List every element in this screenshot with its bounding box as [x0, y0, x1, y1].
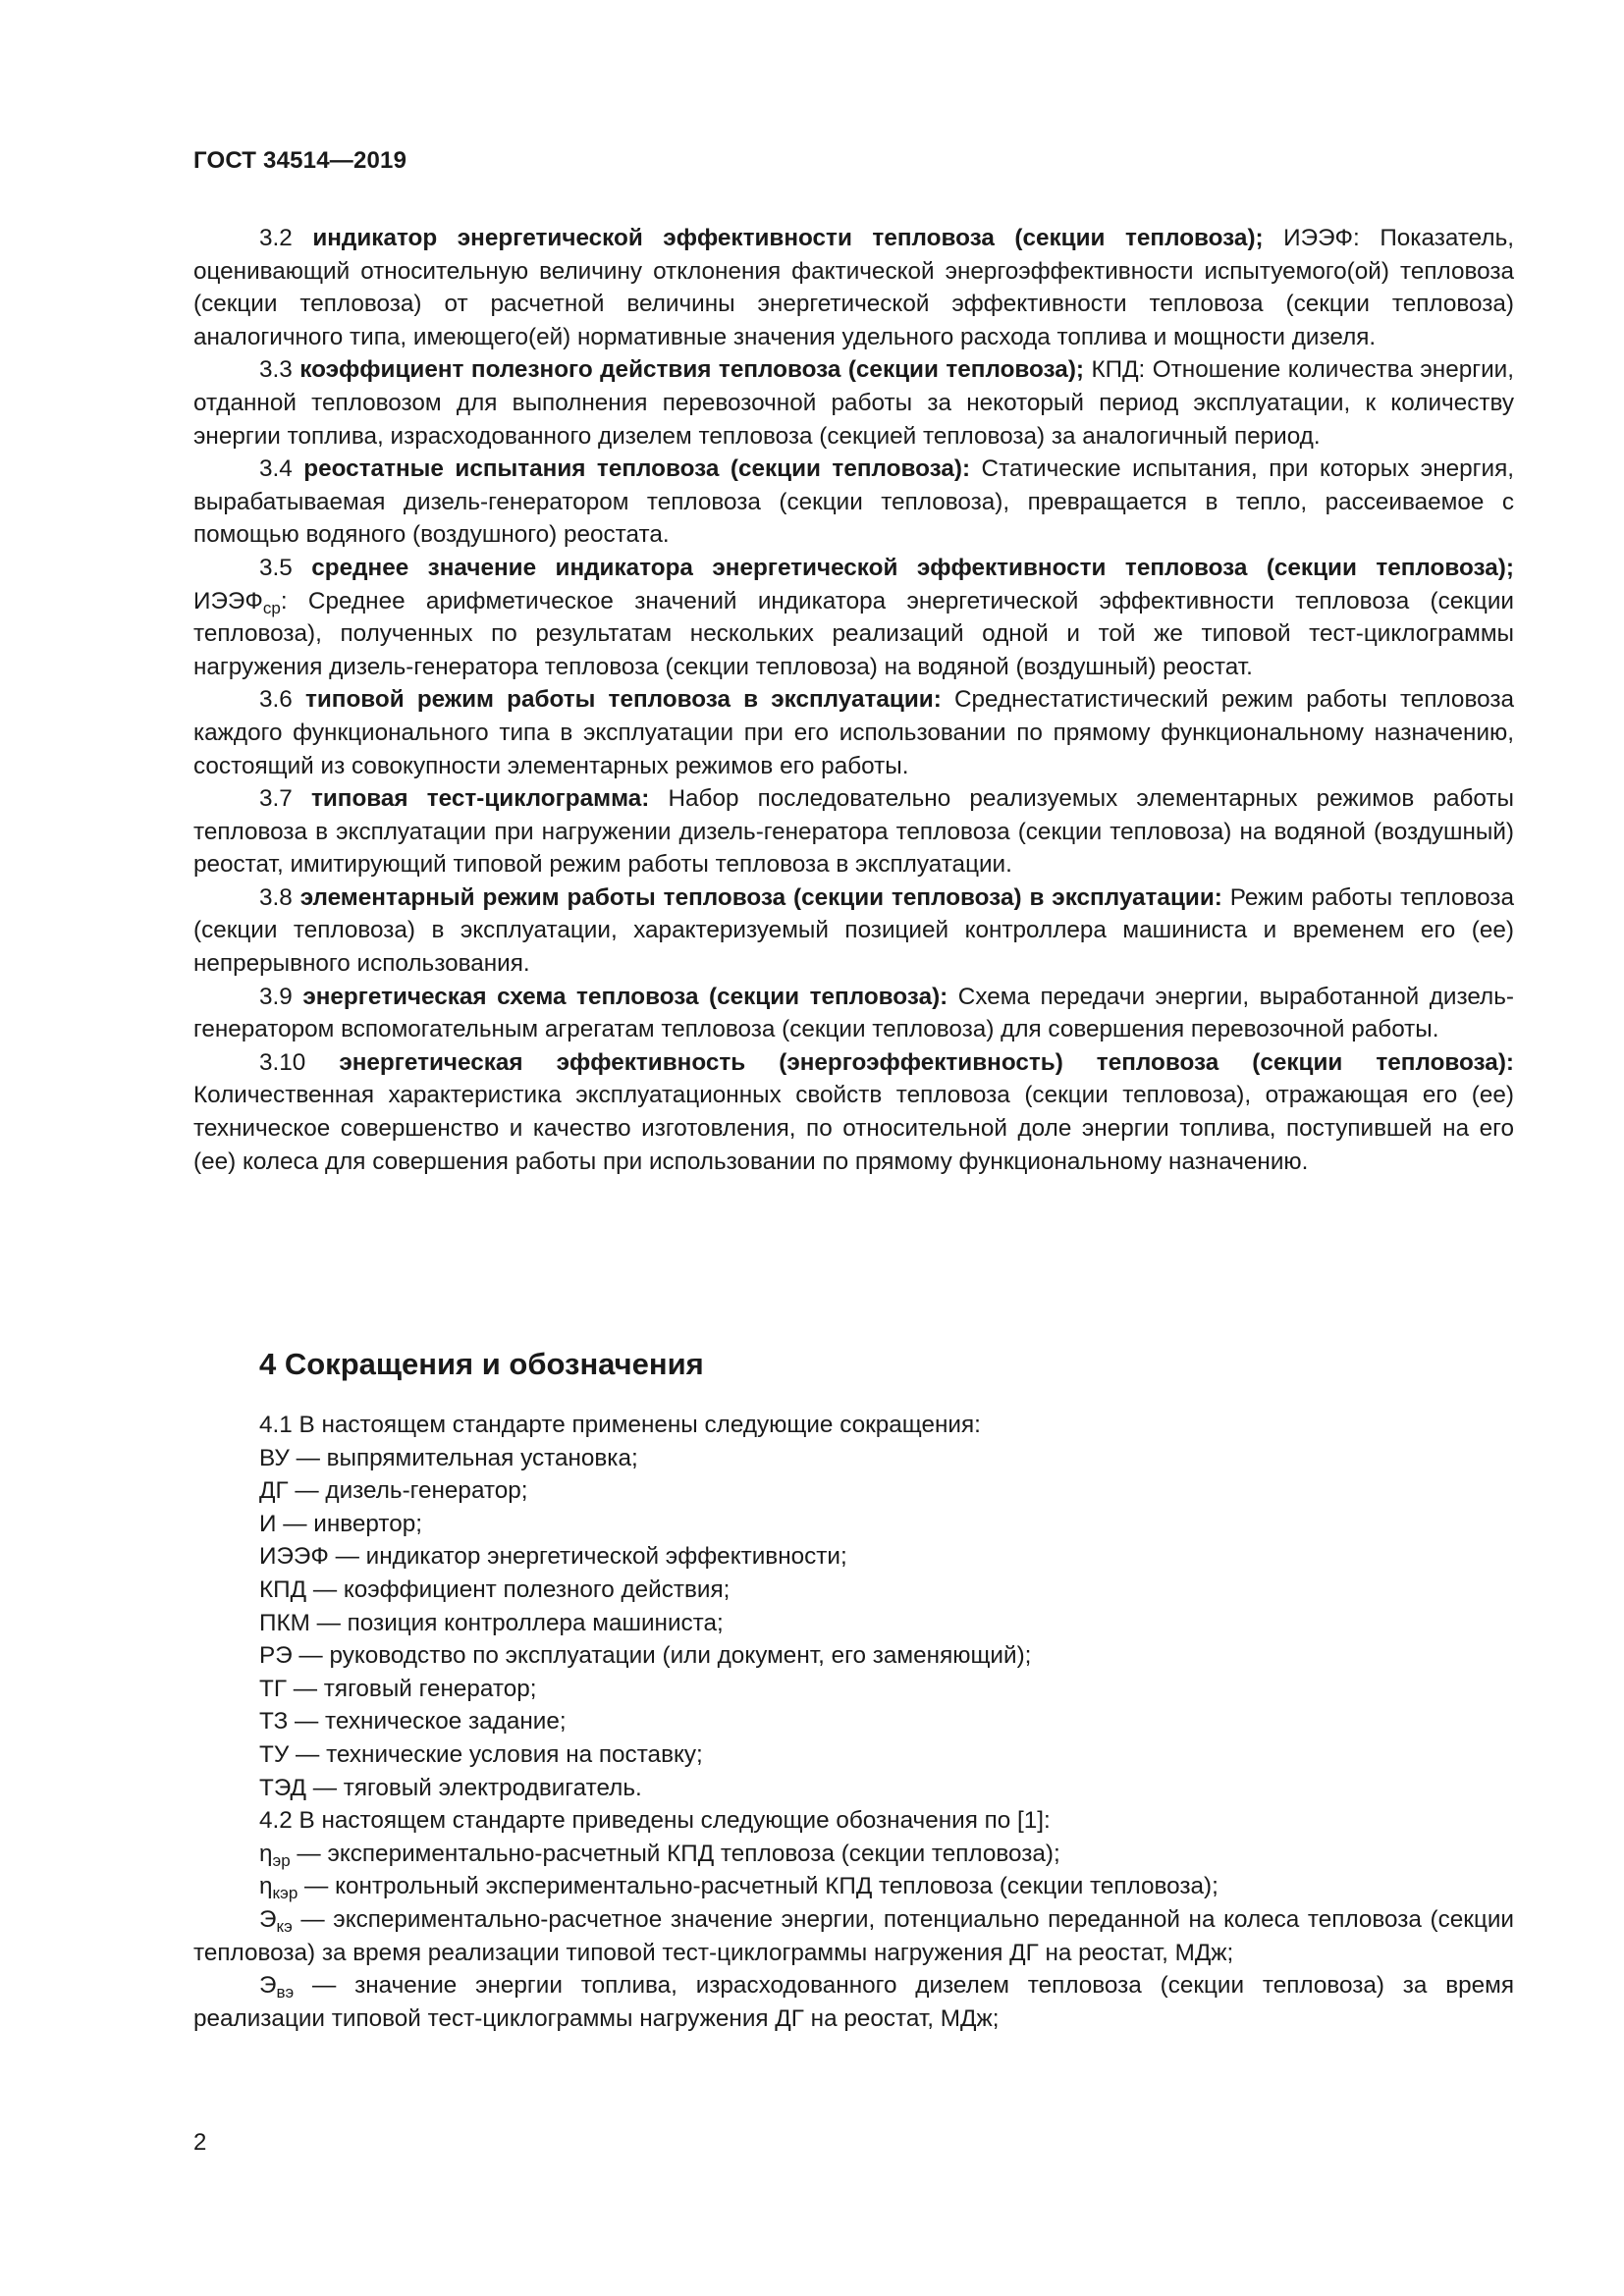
term-definition: Режим работы тепловоза (секции тепловоза) в эксплуатации, характеризуемый позицией контроллера машиниста и временем его (ее) непрерывного использования.: [193, 883, 1514, 978]
term-definition: : Среднее арифметическое значений индикатора энергетической эффективности тепловоза (секции тепловоза), полученных по результатам нескольких реализаций одной и той же типовой тест-циклограммы нагружения дизель-генератора тепловоза (секции тепловоза) на водяной (воздушный) реостат.: [193, 587, 1514, 680]
list-item: И — инвертор;: [259, 1510, 423, 1537]
term-entry: 3.7 типовая тест-циклограмма: Набор последовательно реализуемых элементарных режимов работы тепловоза в эксплуатации при нагружении дизель-генератора тепловоза (секции тепловоза) на водяной (воздушный) реостат, имитирующий типовой режим работы тепловоза в эксплуатации.: [193, 785, 1514, 879]
symbol-item: $Э_{кэ}$ — экспериментально-расчетное значение энергии, потенциально переданной на колеса тепловоза (секции тепловоза) за время реализации типовой тест-циклограммы нагружения ДГ на реостат, МДж;: [193, 1905, 1514, 1966]
term-entry: 3.2 индикатор энергетической эффективности тепловоза (секции тепловоза); ИЭЭФ: Показатель, оценивающий относительную величину отклонения фактической энергоэффективности испытуемого(ой) тепловоза (секции тепловоза) от расчетной величины энергетической эффективности тепловоза (секции тепловоза) аналогичного типа, имеющего(ей) нормативные значения удельного расхода топлива и мощности дизеля.: [193, 225, 1514, 350]
term-definition: Показатель, оценивающий относительную величину отклонения фактической энергоэффективности испытуемого(ой) тепловоза (секции тепловоза) от расчетной величины энергетической эффективности тепловоза (секции тепловоза) аналогичного типа, имеющего(ей) нормативные значения удельного расхода топлива и мощности дизеля.: [193, 225, 1514, 350]
term-name: коэффициент полезного действия тепловоза (секции тепловоза);: [299, 356, 1085, 384]
list-item: ИЭЭФ — индикатор энергетической эффективности;: [259, 1543, 847, 1571]
term-name: индикатор энергетической эффективности тепловоза (секции тепловоза);: [312, 225, 1264, 251]
list-item: ТУ — технические условия на поставку;: [259, 1740, 703, 1768]
term-entry: 3.5 среднее значение индикатора энергетической эффективности тепловоза (секции тепловоза); $ИЭЭФ_{ср}$: Среднее арифметическое значений индикатора энергетической эффективности тепловоза (секции тепловоза), полученных по результатам нескольких реализаций одной и той же типовой тест-циклограммы нагружения дизель-генератора тепловоза (секции тепловоза) на водяной (воздушный) реостат.: [193, 554, 1514, 680]
list-item: ВУ — выпрямительная установка;: [259, 1444, 638, 1471]
term-definition: Схема передачи энергии, выработанной дизель-генератором вспомогательным агрегатам тепловоза (секции тепловоза) для совершения перевозочной работы.: [193, 983, 1514, 1043]
symbol-item: $Э_{вэ}$ — значение энергии топлива, израсходованного дизелем тепловоза (секции тепловоза) за время реализации типовой тест-циклограммы нагружения ДГ на реостат, МДж;: [193, 1972, 1514, 2032]
page-number: 2: [193, 2129, 207, 2156]
document-code: ГОСТ 34514—2019: [193, 147, 407, 174]
abbreviations-intro: 4.1 В настоящем стандарте применены следующие сокращения:: [259, 1412, 981, 1438]
term-entry: 3.8 элементарный режим работы тепловоза (секции тепловоза) в эксплуатации: Режим работы тепловоза (секции тепловоза) в эксплуатации, характеризуемый позицией контроллера машиниста и временем его (ее) непрерывного использования.: [193, 883, 1514, 978]
term-definition: Отношение количества энергии, отданной тепловозом для выполнения перевозочной работы за некоторый период эксплуатации, к количеству энергии топлива, израсходованного дизелем тепловоза (секцией тепловоза) за аналогичный период.: [193, 356, 1514, 450]
term-name: типовой режим работы тепловоза в эксплуатации:: [304, 686, 942, 714]
symbol-item: $\eta_{кэр}$ — контрольный экспериментально-расчетный КПД тепловоза (секции тепловоза);: [259, 1873, 1218, 1903]
term-name: среднее значение индикатора энергетической эффективности тепловоза (секции тепловоза);: [311, 554, 1514, 581]
list-item: ДГ — дизель-генератор;: [259, 1477, 528, 1505]
term-entry: 3.9 энергетическая схема тепловоза (секции тепловоза): Схема передачи энергии, выработанной дизель-генератором вспомогательным агрегатам тепловоза (секции тепловоза) для совершения перевозочной работы.: [193, 983, 1514, 1043]
term-definition: Статические испытания, при которых энергия, вырабатываемая дизель-генератором тепловоза (секции тепловоза), превращается в тепло, рассеиваемое с помощью водяного (воздушного) реостата.: [193, 455, 1514, 549]
symbols-intro: 4.2 В настоящем стандарте приведены следующие обозначения по [1]:: [259, 1807, 1051, 1835]
list-item: ПКМ — позиция контроллера машиниста;: [259, 1609, 724, 1636]
list-item: КПД — коэффициент полезного действия;: [259, 1575, 731, 1603]
term-definition: Количественная характеристика эксплуатационных свойств тепловоза (секции тепловоза), отражающая его (ее) техническое совершенство и качество изготовления, по относительной доле энергии топлива, поступившей на его (ее) колеса для совершения работы при использовании по прямому функциональному назначению.: [193, 1082, 1514, 1175]
term-name: типовая тест-циклограмма:: [310, 785, 650, 813]
term-definition: Набор последовательно реализуемых элементарных режимов работы тепловоза в эксплуатации при нагружении дизель-генератора тепловоза (секции тепловоза) на водяной (воздушный) реостат, имитирующий типовой режим работы тепловоза в эксплуатации.: [193, 785, 1514, 879]
term-definition: Среднестатистический режим работы тепловоза каждого функционального типа в эксплуатации при его использовании по прямому функциональному назначению, состоящий из совокупности элементарных режимов его работы.: [193, 686, 1514, 779]
term-name: реостатные испытания тепловоза (секции тепловоза):: [303, 455, 971, 483]
term-entry: 3.10 энергетическая эффективность (энергоэффективность) тепловоза (секции тепловоза): Количественная характеристика эксплуатационных свойств тепловоза (секции тепловоза), отражающая его (ее) техническое совершенство и качество изготовления, по относительной доле энергии топлива, поступившей на его (ее) колеса для совершения работы при использовании по прямому функциональному назначению.: [193, 1048, 1514, 1175]
term-entry: 3.6 типовой режим работы тепловоза в эксплуатации: Среднестатистический режим работы тепловоза каждого функционального типа в эксплуатации при его использовании по прямому функциональному назначению, состоящий из совокупности элементарных режимов его работы.: [193, 686, 1514, 779]
term-entry: 3.3 коэффициент полезного действия тепловоза (секции тепловоза); КПД: Отношение количества энергии, отданной тепловозом для выполнения перевозочной работы за некоторый период эксплуатации, к количеству энергии топлива, израсходованного дизелем тепловоза (секцией тепловоза) за аналогичный период.: [193, 356, 1514, 450]
section-heading: 4 Сокращения и обозначения: [259, 1347, 704, 1381]
list-item: РЭ — руководство по эксплуатации (или документ, его заменяющий);: [259, 1642, 1032, 1670]
term-name: энергетическая эффективность (энергоэффективность) тепловоза (секции тепловоза):: [339, 1048, 1514, 1076]
term-name: элементарный режим работы тепловоза (секции тепловоза) в эксплуатации:: [299, 883, 1222, 911]
list-item: ТЭД — тяговый электродвигатель.: [259, 1774, 642, 1801]
list-item: ТЗ — техническое задание;: [259, 1708, 567, 1735]
symbol-item: $\eta_{эр}$ — экспериментально-расчетный КПД тепловоза (секции тепловоза);: [259, 1840, 1060, 1870]
abbreviations-section: [193, 1409, 1514, 2035]
term-entry: 3.4 реостатные испытания тепловоза (секции тепловоза): Статические испытания, при которых энергия, вырабатываемая дизель-генератором тепловоза (секции тепловоза), превращается в тепло, рассеиваемое с помощью водяного (воздушного) реостата.: [193, 455, 1514, 549]
terms-section: [193, 222, 1514, 1178]
list-item: ТГ — тяговый генератор;: [259, 1675, 537, 1702]
term-name: энергетическая схема тепловоза (секции тепловоза):: [302, 983, 948, 1010]
